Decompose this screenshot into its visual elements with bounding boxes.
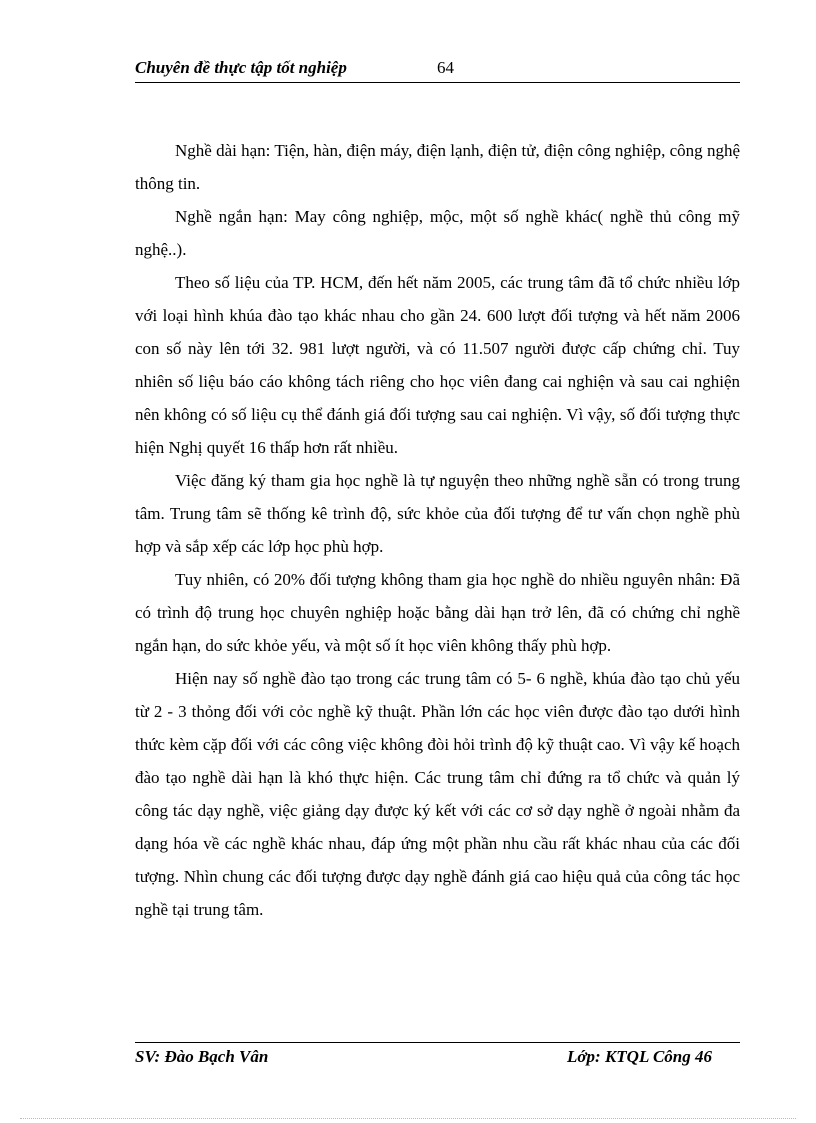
paragraph: Tuy nhiên, có 20% đối tượng không tham gia học nghề do nhiều nguyên nhân: Đã có trình độ trung học chuyên nghiệp hoặc bằng dài hạn trở lên, đã có chứng chỉ nghề ngắn hạn, do sức khỏe yếu, và một số ít học viên không thấy phù hợp.: [135, 570, 740, 655]
footer-class: Lớp: KTQL Công 46: [567, 1047, 712, 1066]
footer-student: SV: Đào Bạch Vân: [135, 1047, 269, 1066]
page-footer: [135, 1042, 740, 1073]
body-text: [135, 134, 740, 926]
header-title: Chuyên đề thực tập tốt nghiệp: [135, 58, 347, 77]
paragraph: Hiện nay số nghề đào tạo trong các trung tâm có 5- 6 nghề, khúa đào tạo chủ yếu từ 2 - 3 thỏng đối với cỏc nghề kỹ thuật. Phần lớn các học viên được đào tạo dưới hình thức kèm cặp đối với các công việc không đòi hỏi trình độ kỹ thuật cao. Vì vậy kế hoạch đào tạo nghề dài hạn là khó thực hiện. Các trung tâm chỉ đứng ra tổ chức và quản lý công tác dạy nghề, việc giảng dạy được ký kết với các cơ sở dạy nghề ở ngoài nhằm đa dạng hóa về các nghề khác nhau, đáp ứng một phần nhu cầu rất khác nhau của các đối tượng. Nhìn chung các đối tượng được dạy nghề đánh giá cao hiệu quả của công tác học nghề tại trung tâm.: [135, 669, 740, 919]
paragraph: Nghề dài hạn: Tiện, hàn, điện máy, điện lạnh, điện tử, điện công nghiệp, công nghệ thông tin.: [135, 141, 740, 193]
page-header: [135, 56, 740, 83]
paragraph: Việc đăng ký tham gia học nghề là tự nguyện theo những nghề sẵn có trong trung tâm. Trung tâm sẽ thống kê trình độ, sức khỏe của đối tượng để tư vấn chọn nghề phù hợp và sắp xếp các lớp học phù hợp.: [135, 471, 740, 556]
paragraph: Theo số liệu của TP. HCM, đến hết năm 2005, các trung tâm đã tổ chức nhiều lớp với loại hình khúa đào tạo khác nhau cho gần 24. 600 lượt đối tượng và hết năm 2006 con số này lên tới 32. 981 lượt người, và có 11.507 người được cấp chứng chỉ. Tuy nhiên số liệu báo cáo không tách riêng cho học viên đang cai nghiện và sau cai nghiện nên không có số liệu cụ thể đánh giá đối tượng sau cai nghiện. Vì vậy, số đối tượng thực hiện Nghị quyết 16 thấp hơn rất nhiều.: [135, 273, 740, 457]
page-bottom-divider: [20, 1118, 796, 1119]
paragraph: Nghề ngắn hạn: May công nghiệp, mộc, một số nghề khác( nghề thủ công mỹ nghệ..).: [135, 207, 740, 259]
page-number: 64: [437, 58, 454, 77]
